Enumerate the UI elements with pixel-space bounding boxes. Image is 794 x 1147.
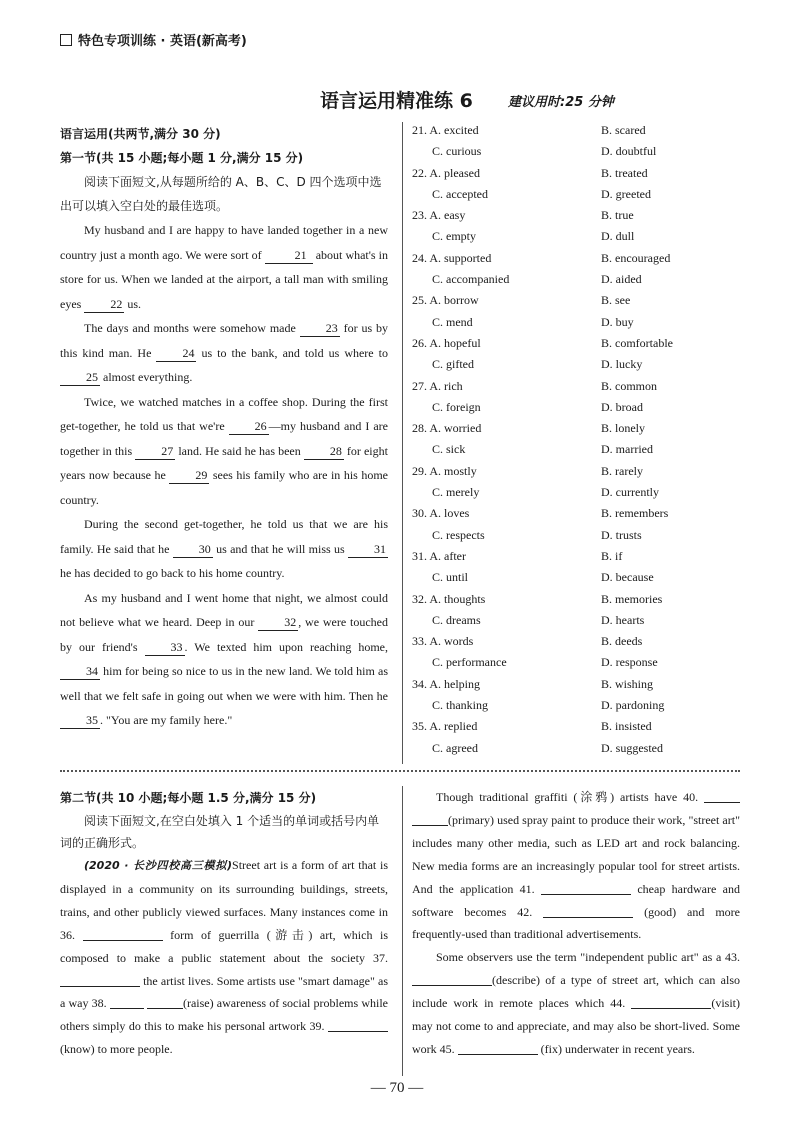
option-26-a[interactable]: 26. A. hopeful (412, 335, 481, 350)
option-33-d[interactable]: D. response (601, 655, 658, 670)
option-35-c[interactable]: C. agreed (432, 740, 478, 755)
option-23-b[interactable]: B. true (601, 208, 634, 223)
blank-36[interactable] (83, 926, 163, 941)
option-row-35-cd (412, 738, 742, 759)
option-row-23-cd (412, 226, 742, 247)
blank-39[interactable] (328, 1017, 388, 1032)
blank-33: 33 (145, 639, 185, 656)
paragraph-1: My husband and I are happy to have landed together in a new country just a month ago. We were sort of 21 about what's in store for us. When we landed at the airport, a tall man with smiling eyes 22 us. (60, 223, 388, 311)
option-28-b[interactable]: B. lonely (601, 421, 646, 436)
option-33-a[interactable]: 33. A. words (412, 634, 474, 649)
option-row-27-ab (412, 376, 742, 397)
section1-heading: 第一节(共 15 小题;每小题 1 分,满分 15 分) (60, 151, 304, 165)
blank-41[interactable] (541, 880, 631, 895)
blank-37[interactable] (60, 972, 140, 987)
option-row-25-cd (412, 312, 742, 333)
option-29-d[interactable]: D. currently (601, 485, 659, 500)
option-22-d[interactable]: D. greeted (601, 186, 651, 201)
section2-paragraph-3: Some observers use the term "independent public art" as a 43. (describe) of a type of street art, which can also include work in remote places which 44. (visit) may not come to and appreciate, and may also be short-lived. Some work 45. (fix) underwater in recent years. (412, 950, 740, 1056)
option-32-a[interactable]: 32. A. thoughts (412, 591, 486, 606)
section2-instruction: 阅读下面短文,在空白处填入 1 个适当的单词或括号内单词的正确形式。 (60, 814, 380, 850)
column-divider-top (402, 122, 403, 764)
option-row-31-ab (412, 546, 742, 567)
option-row-28-ab (412, 418, 742, 439)
blank-44[interactable] (631, 994, 711, 1009)
option-row-22-ab (412, 163, 742, 184)
option-28-a[interactable]: 28. A. worried (412, 421, 482, 436)
option-row-31-cd (412, 567, 742, 588)
option-30-d[interactable]: D. trusts (601, 527, 642, 542)
page-number: — 70 — (370, 1080, 424, 1096)
option-row-26-ab (412, 333, 742, 354)
option-row-28-cd (412, 439, 742, 460)
option-23-c[interactable]: C. empty (432, 229, 477, 244)
section-main-heading: 语言运用(共两节,满分 30 分) (60, 127, 221, 141)
option-24-c[interactable]: C. accompanied (432, 272, 510, 287)
option-23-d[interactable]: D. dull (601, 229, 635, 244)
blank-28: 28 (304, 443, 344, 460)
paragraph-5: As my husband and I went home that night, we almost could not believe what we heard. Deep in our 32 , we were touched by our friend's 33 . We texted him upon reaching home, 34 him for being so nice to us in the new land. We told him as well that we felt safe in going out when we were with him. Then he 35 . "You are my family here." (60, 590, 388, 727)
option-26-d[interactable]: D. lucky (601, 357, 643, 372)
blank-24: 24 (156, 345, 196, 362)
option-row-29-cd (412, 482, 742, 503)
blank-45[interactable] (458, 1040, 538, 1055)
option-25-c[interactable]: C. mend (432, 314, 473, 329)
option-row-24-cd (412, 269, 742, 290)
option-34-b[interactable]: B. wishing (601, 676, 654, 691)
blank-40[interactable] (412, 811, 448, 826)
option-25-a[interactable]: 25. A. borrow (412, 293, 479, 308)
blank-43[interactable] (412, 971, 492, 986)
blank-23: 23 (300, 320, 340, 337)
option-35-a[interactable]: 35. A. replied (412, 719, 478, 734)
option-row-25-ab (412, 290, 742, 311)
option-row-21-ab (412, 120, 742, 141)
blank-38a[interactable] (110, 994, 144, 1009)
option-27-c[interactable]: C. foreign (432, 399, 481, 414)
blank-40a[interactable] (704, 788, 740, 803)
option-21-c[interactable]: C. curious (432, 144, 482, 159)
option-row-21-cd (412, 141, 742, 162)
option-row-32-cd (412, 610, 742, 631)
option-29-b[interactable]: B. rarely (601, 463, 643, 478)
option-35-b[interactable]: B. insisted (601, 719, 652, 734)
option-row-26-cd (412, 354, 742, 375)
section2-heading: 第二节(共 10 小题;每小题 1.5 分,满分 15 分) (60, 791, 317, 805)
option-30-a[interactable]: 30. A. loves (412, 506, 470, 521)
option-row-33-cd (412, 652, 742, 673)
option-33-b[interactable]: B. deeds (601, 634, 643, 649)
blank-38[interactable] (147, 994, 183, 1009)
option-29-a[interactable]: 29. A. mostly (412, 463, 477, 478)
option-27-a[interactable]: 27. A. rich (412, 378, 463, 393)
section2-left (60, 786, 388, 1061)
option-21-d[interactable]: D. doubtful (601, 144, 657, 159)
option-22-a[interactable]: 22. A. pleased (412, 165, 480, 180)
blank-26: 26 (229, 418, 269, 435)
option-23-a[interactable]: 23. A. easy (412, 208, 466, 223)
option-24-a[interactable]: 24. A. supported (412, 250, 492, 265)
paragraph-3: Twice, we watched matches in a coffee shop. During the first get-together, he told us that we're 26 —my husband and I are together in this 27 land. He said he has been 28 for eight years now because he 29 sees his family who are in his home country. (60, 394, 388, 507)
paragraph-2: The days and months were somehow made 23 for us by this kind man. He 24 us to the bank, and told us where to 25 almost everything. (60, 321, 388, 384)
option-31-c[interactable]: C. until (432, 570, 469, 585)
option-28-d[interactable]: D. married (601, 442, 653, 457)
blank-29: 29 (169, 467, 209, 484)
blank-35: 35 (60, 712, 100, 729)
option-row-30-ab (412, 503, 742, 524)
time-suggestion: 建议用时:25 分钟 (508, 95, 614, 110)
option-21-a[interactable]: 21. A. excited (412, 123, 479, 137)
option-row-23-ab (412, 205, 742, 226)
blank-42[interactable] (543, 903, 633, 918)
option-34-c[interactable]: C. thanking (432, 698, 489, 713)
option-24-b[interactable]: B. encouraged (601, 250, 671, 265)
option-25-d[interactable]: D. buy (601, 314, 634, 329)
section1-instruction: 阅读下面短文,从每题所给的 A、B、C、D 四个选项中选出可以填入空白处的最佳选项。 (60, 175, 382, 213)
option-24-d[interactable]: D. aided (601, 272, 642, 287)
option-row-34-ab (412, 674, 742, 695)
option-27-d[interactable]: D. broad (601, 399, 643, 414)
column-divider-bottom (402, 786, 403, 1076)
header-box-icon (60, 34, 72, 46)
section-separator (60, 770, 740, 772)
blank-27: 27 (135, 443, 175, 460)
option-21-b[interactable]: B. scared (601, 123, 646, 137)
blank-25: 25 (60, 369, 100, 386)
option-27-b[interactable]: B. common (601, 378, 658, 393)
page-header (60, 30, 247, 49)
option-30-b[interactable]: B. remembers (601, 506, 669, 521)
option-row-32-ab (412, 589, 742, 610)
option-row-33-ab (412, 631, 742, 652)
option-31-b[interactable]: B. if (601, 548, 623, 563)
options-list (412, 120, 742, 759)
option-32-c[interactable]: C. dreams (432, 612, 481, 627)
option-28-c[interactable]: C. sick (432, 442, 466, 457)
option-22-c[interactable]: C. accepted (432, 186, 488, 201)
paragraph-4: During the second get-together, he told us that we are his family. He said that he 30 us and that he will miss us 31 he has decided to go back to his home country. (60, 517, 388, 580)
option-row-29-ab (412, 461, 742, 482)
option-row-22-cd (412, 184, 742, 205)
section2-right (412, 786, 740, 1061)
option-33-c[interactable]: C. performance (432, 655, 507, 670)
option-row-27-cd (412, 397, 742, 418)
option-34-d[interactable]: D. pardoning (601, 698, 665, 713)
option-31-d[interactable]: D. because (601, 570, 654, 585)
option-row-30-cd (412, 525, 742, 546)
blank-31: 31 (348, 541, 388, 558)
blank-30: 30 (173, 541, 213, 558)
blank-34: 34 (60, 663, 100, 680)
section1-passage (60, 122, 388, 733)
title-row (0, 86, 794, 114)
option-22-b[interactable]: B. treated (601, 165, 648, 180)
source-tag: (2020 · 长沙四校高三模拟) (84, 859, 233, 872)
option-30-c[interactable]: C. respects (432, 527, 485, 542)
option-row-24-ab (412, 248, 742, 269)
option-26-b[interactable]: B. comfortable (601, 335, 673, 350)
option-34-a[interactable]: 34. A. helping (412, 676, 481, 691)
option-29-c[interactable]: C. merely (432, 485, 480, 500)
option-32-b[interactable]: B. memories (601, 591, 663, 606)
option-row-34-cd (412, 695, 742, 716)
section2-paragraph-1: (2020 · 长沙四校高三模拟)Street art is a form of art that is displayed in a community on its surrounding buildings, streets, trains, and other publicly viewed surfaces. Many instances come in 36. form of guerrilla (游击) art, which is composed to make a public statement about the society 37. the artist lives. Some artists use "smart damage" as a way 38. (raise) awareness of social problems while others simply do this to make his personal artwork 39. (know) to more people. (60, 858, 389, 1057)
option-row-35-ab (412, 716, 742, 737)
option-31-a[interactable]: 31. A. after (412, 548, 466, 563)
option-32-d[interactable]: D. hearts (601, 612, 645, 627)
option-26-c[interactable]: C. gifted (432, 357, 475, 372)
page-title: 语言运用精准练 6 (320, 90, 473, 112)
option-35-d[interactable]: D. suggested (601, 740, 663, 755)
blank-32: 32 (258, 614, 298, 631)
blank-22: 22 (84, 296, 124, 313)
blank-21: 21 (265, 247, 313, 264)
header-text: 特色专项训练 · 英语(新高考) (78, 34, 247, 49)
section2-paragraph-2: Though traditional graffiti (涂鸦) artists have 40. (primary) used spray paint to produce their work, "street art" includes many other media, such as LED art and rock balancing. New media forms are an increasingly popular tool for street artists. And the application 41. cheap hardware and software becomes 42. (good) and more frequently-used than traditional advertisements. (412, 790, 740, 942)
option-25-b[interactable]: B. see (601, 293, 631, 308)
